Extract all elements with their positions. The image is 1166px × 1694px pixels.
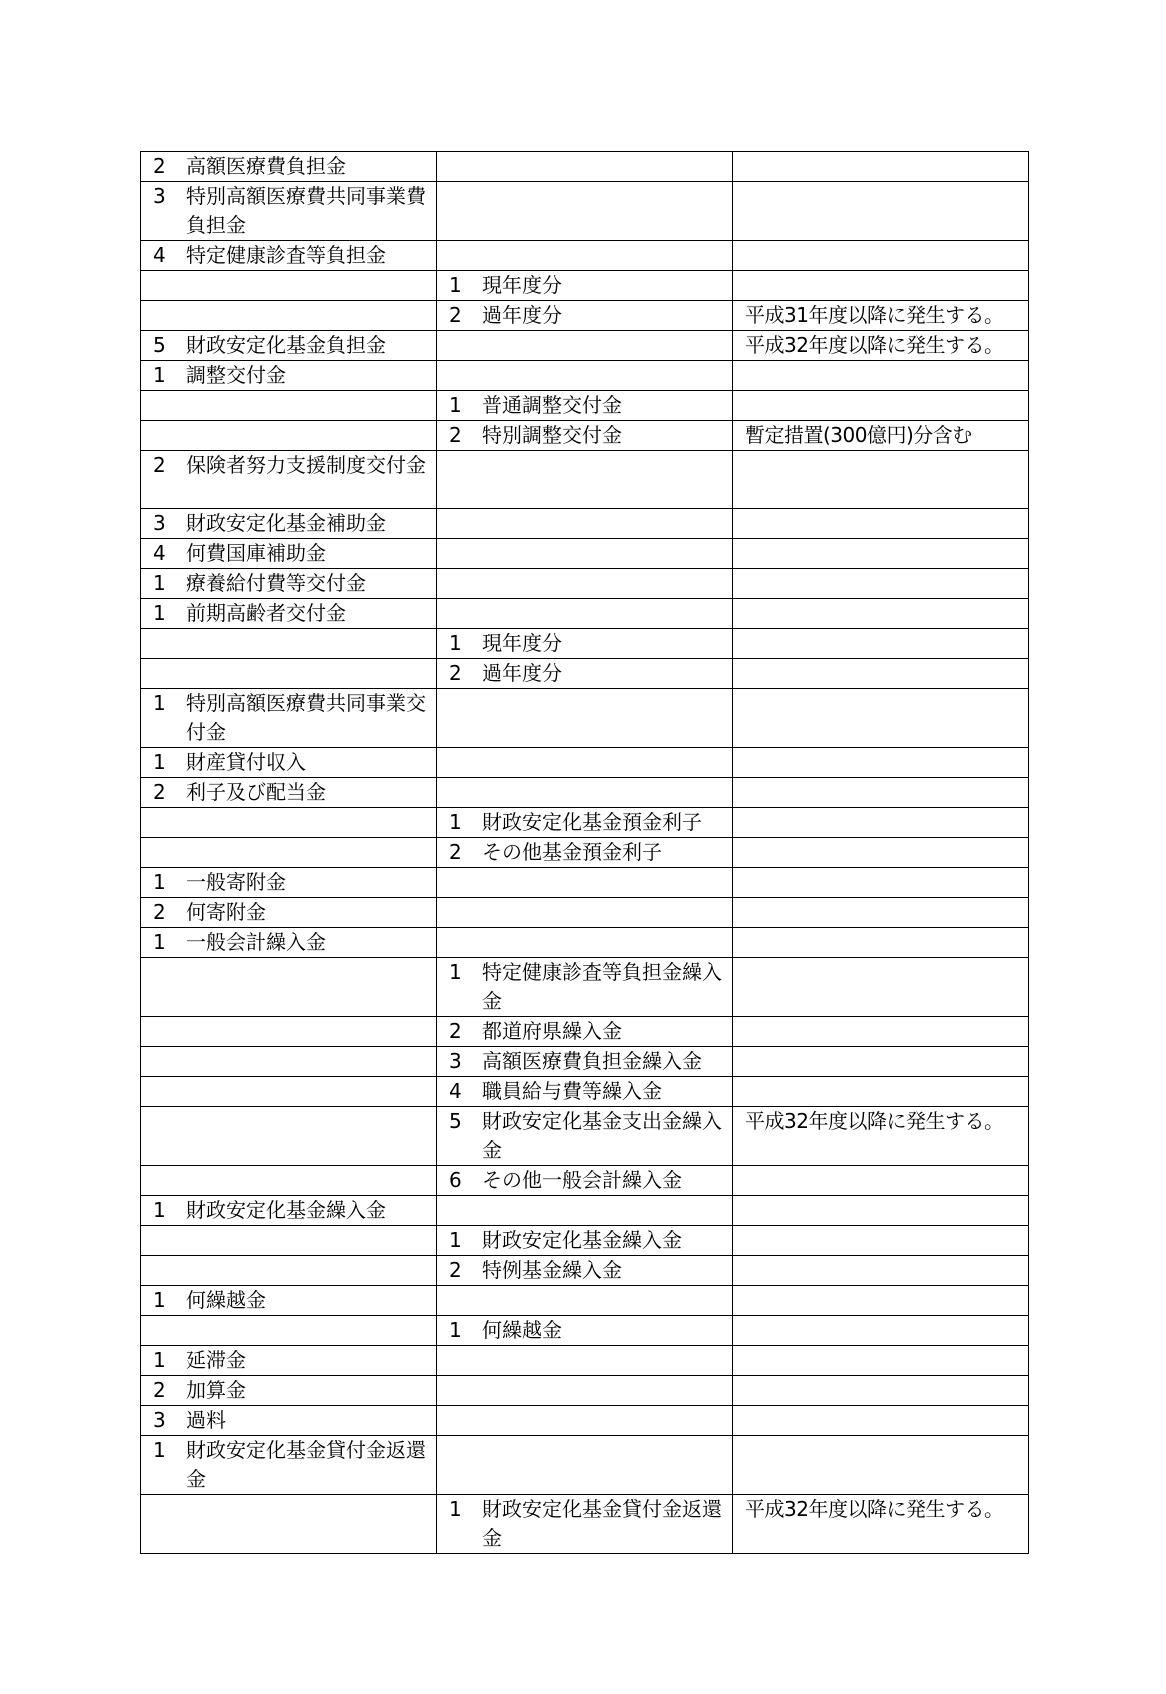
remarks-text: 平成32年度以降に発生する。 — [745, 1109, 1004, 1133]
item-level1-cell — [141, 1107, 437, 1166]
cell-content — [437, 271, 732, 300]
item-level2-cell — [437, 539, 733, 569]
item-number: 2 — [153, 154, 166, 178]
item-number: 2 — [449, 661, 462, 685]
cell-content — [141, 599, 436, 628]
item-level1-cell — [141, 599, 437, 629]
item-level2-cell — [437, 629, 733, 659]
item-number: 2 — [153, 900, 166, 924]
remarks-cell — [733, 898, 1029, 928]
table-row — [141, 1436, 1029, 1495]
cell-content — [437, 1166, 732, 1195]
remarks-cell — [733, 1436, 1029, 1495]
remarks-cell — [733, 928, 1029, 958]
item-level1-cell — [141, 748, 437, 778]
table-row — [141, 1047, 1029, 1077]
item-label: その他基金預金利子 — [482, 840, 662, 864]
item-level2-cell — [437, 1047, 733, 1077]
item-number: 1 — [153, 601, 166, 625]
table-row — [141, 808, 1029, 838]
remarks-cell — [733, 599, 1029, 629]
table-row — [141, 1077, 1029, 1107]
item-label: 財政安定化基金繰入金 — [482, 1228, 682, 1252]
cell-content — [437, 391, 732, 420]
item-label: 一般寄附金 — [186, 870, 286, 894]
item-number: 3 — [449, 1049, 462, 1073]
item-level1-cell — [141, 808, 437, 838]
item-level1-cell — [141, 1047, 437, 1077]
item-level2-cell — [437, 391, 733, 421]
item-level1-cell — [141, 689, 437, 748]
remarks-cell — [733, 1495, 1029, 1554]
item-level1-cell — [141, 271, 437, 301]
cell-content — [437, 1047, 732, 1076]
item-level1-cell — [141, 1316, 437, 1346]
item-level1-cell — [141, 1346, 437, 1376]
item-level1-cell — [141, 1376, 437, 1406]
item-level1-cell — [141, 182, 437, 241]
item-label: 保険者努力支援制度交付金 — [186, 453, 426, 477]
cell-content — [141, 1346, 436, 1375]
remarks-cell — [733, 778, 1029, 808]
table-row — [141, 898, 1029, 928]
item-label: 財産貸付収入 — [186, 750, 306, 774]
item-level2-cell — [437, 778, 733, 808]
item-level2-cell — [437, 838, 733, 868]
item-label: 前期高齢者交付金 — [186, 601, 346, 625]
cell-content — [437, 1107, 732, 1165]
cell-content — [141, 361, 436, 390]
item-level2-cell — [437, 1226, 733, 1256]
item-level2-cell — [437, 241, 733, 271]
item-label: 職員給与費等繰入金 — [482, 1079, 662, 1103]
cell-content — [141, 241, 436, 270]
item-label: 過料 — [186, 1408, 226, 1432]
item-level1-cell — [141, 1406, 437, 1436]
item-level1-cell — [141, 331, 437, 361]
item-level1-cell — [141, 1196, 437, 1226]
item-number: 5 — [153, 333, 166, 357]
remarks-cell — [733, 689, 1029, 748]
item-level1-cell — [141, 1256, 437, 1286]
table-row — [141, 928, 1029, 958]
item-level1-cell — [141, 539, 437, 569]
item-level2-cell — [437, 1077, 733, 1107]
item-level2-cell — [437, 301, 733, 331]
item-number: 2 — [449, 840, 462, 864]
item-number: 2 — [449, 1258, 462, 1282]
item-number: 4 — [153, 243, 166, 267]
item-level1-cell — [141, 569, 437, 599]
item-level2-cell — [437, 271, 733, 301]
cell-content — [141, 778, 436, 807]
table-row — [141, 1196, 1029, 1226]
item-number: 1 — [449, 810, 462, 834]
remarks-text: 平成31年度以降に発生する。 — [745, 303, 1004, 327]
table-row — [141, 451, 1029, 509]
item-level2-cell — [437, 451, 733, 509]
remarks-text: 平成32年度以降に発生する。 — [745, 1497, 1004, 1521]
item-label: 何繰越金 — [482, 1318, 562, 1342]
item-label: 現年度分 — [482, 273, 562, 297]
budget-item-table — [140, 151, 1029, 1554]
item-number: 1 — [449, 631, 462, 655]
remarks-cell — [733, 509, 1029, 539]
table-row — [141, 241, 1029, 271]
cell-content — [141, 1286, 436, 1315]
item-level1-cell — [141, 958, 437, 1017]
item-level1-cell — [141, 301, 437, 331]
item-label: 財政安定化基金補助金 — [186, 511, 386, 535]
cell-content — [437, 1017, 732, 1046]
item-level2-cell — [437, 1346, 733, 1376]
item-label: 都道府県繰入金 — [482, 1019, 622, 1043]
remarks-cell — [733, 1256, 1029, 1286]
table-row — [141, 599, 1029, 629]
cell-content — [437, 958, 732, 1016]
item-number: 1 — [449, 273, 462, 297]
remarks-cell — [733, 569, 1029, 599]
item-number: 3 — [153, 184, 166, 208]
item-level2-cell — [437, 689, 733, 748]
item-label: 普通調整交付金 — [482, 393, 622, 417]
table-row — [141, 421, 1029, 451]
item-label: 財政安定化基金負担金 — [186, 333, 386, 357]
remarks-cell — [733, 1346, 1029, 1376]
remarks-cell — [733, 539, 1029, 569]
item-number: 2 — [449, 303, 462, 327]
table-row — [141, 838, 1029, 868]
item-level1-cell — [141, 152, 437, 182]
table-row — [141, 1107, 1029, 1166]
item-level1-cell — [141, 1017, 437, 1047]
item-level2-cell — [437, 659, 733, 689]
item-level2-cell — [437, 1376, 733, 1406]
item-number: 1 — [153, 750, 166, 774]
cell-content — [437, 1256, 732, 1285]
item-label: 高額医療費負担金 — [186, 154, 346, 178]
table-row — [141, 361, 1029, 391]
cell-content — [141, 451, 436, 480]
item-level2-cell — [437, 182, 733, 241]
item-level2-cell — [437, 928, 733, 958]
item-label: 過年度分 — [482, 661, 562, 685]
item-number: 1 — [153, 363, 166, 387]
item-number: 3 — [153, 511, 166, 535]
remarks-cell — [733, 1286, 1029, 1316]
table-row — [141, 539, 1029, 569]
table-row — [141, 1017, 1029, 1047]
table-row — [141, 1376, 1029, 1406]
table-row — [141, 569, 1029, 599]
cell-content — [141, 868, 436, 897]
item-label: 利子及び配当金 — [186, 780, 326, 804]
item-label: 一般会計繰入金 — [186, 930, 326, 954]
item-number: 6 — [449, 1168, 462, 1192]
item-level2-cell — [437, 1316, 733, 1346]
table-row — [141, 689, 1029, 748]
item-label: 過年度分 — [482, 303, 562, 327]
item-level1-cell — [141, 838, 437, 868]
cell-content — [437, 838, 732, 867]
item-label: 特別調整交付金 — [482, 423, 622, 447]
remarks-cell — [733, 182, 1029, 241]
item-number: 1 — [449, 393, 462, 417]
cell-content — [141, 152, 436, 181]
item-number: 2 — [153, 1378, 166, 1402]
remarks-cell — [733, 1316, 1029, 1346]
item-level2-cell — [437, 509, 733, 539]
remarks-cell — [733, 629, 1029, 659]
cell-content — [141, 898, 436, 927]
table-row — [141, 1256, 1029, 1286]
cell-content — [141, 569, 436, 598]
cell-content — [437, 808, 732, 837]
item-level1-cell — [141, 1226, 437, 1256]
remarks-cell — [733, 1047, 1029, 1077]
item-level2-cell — [437, 421, 733, 451]
item-level2-cell — [437, 748, 733, 778]
item-number: 1 — [153, 1288, 166, 1312]
cell-content — [141, 748, 436, 777]
item-number: 1 — [153, 571, 166, 595]
remarks-text: 平成32年度以降に発生する。 — [745, 333, 1004, 357]
item-number: 1 — [153, 930, 166, 954]
table-row — [141, 778, 1029, 808]
remarks-cell — [733, 391, 1029, 421]
item-level1-cell — [141, 1436, 437, 1495]
remarks-cell — [733, 1166, 1029, 1196]
table-row — [141, 271, 1029, 301]
cell-content — [141, 1406, 436, 1435]
item-level1-cell — [141, 241, 437, 271]
remarks-cell — [733, 808, 1029, 838]
item-label: 財政安定化基金貸付金返還金 — [482, 1497, 722, 1550]
item-level2-cell — [437, 599, 733, 629]
remarks-cell — [733, 1196, 1029, 1226]
item-number: 4 — [153, 541, 166, 565]
cell-content — [437, 421, 732, 450]
item-number: 2 — [449, 423, 462, 447]
remarks-cell — [733, 241, 1029, 271]
remarks-cell — [733, 421, 1029, 451]
table-row — [141, 748, 1029, 778]
item-number: 1 — [153, 1198, 166, 1222]
cell-content — [437, 629, 732, 658]
cell-content — [141, 539, 436, 568]
item-level1-cell — [141, 778, 437, 808]
item-label: 特例基金繰入金 — [482, 1258, 622, 1282]
item-number: 1 — [449, 960, 462, 984]
item-level2-cell — [437, 958, 733, 1017]
table-row — [141, 182, 1029, 241]
item-label: 財政安定化基金支出金繰入金 — [482, 1109, 722, 1162]
item-label: 特別高額医療費共同事業費負担金 — [186, 184, 426, 237]
item-label: 財政安定化基金繰入金 — [186, 1198, 386, 1222]
table-row — [141, 868, 1029, 898]
table-row — [141, 958, 1029, 1017]
item-label: 高額医療費負担金繰入金 — [482, 1049, 702, 1073]
table-row — [141, 1495, 1029, 1554]
item-number: 2 — [153, 453, 166, 477]
table-row — [141, 1166, 1029, 1196]
remarks-cell — [733, 868, 1029, 898]
remarks-cell — [733, 451, 1029, 509]
table-body — [141, 152, 1029, 1554]
item-number: 1 — [449, 1497, 462, 1521]
item-level1-cell — [141, 629, 437, 659]
item-level1-cell — [141, 1166, 437, 1196]
cell-content — [141, 509, 436, 538]
item-level2-cell — [437, 808, 733, 838]
cell-content — [141, 928, 436, 957]
remarks-cell — [733, 1226, 1029, 1256]
item-number: 1 — [153, 870, 166, 894]
cell-content — [141, 689, 436, 747]
item-label: 何費国庫補助金 — [186, 541, 326, 565]
item-level1-cell — [141, 659, 437, 689]
item-number: 2 — [449, 1019, 462, 1043]
cell-content — [437, 1226, 732, 1255]
cell-content — [141, 182, 436, 240]
item-level1-cell — [141, 898, 437, 928]
table-row — [141, 509, 1029, 539]
table-row — [141, 152, 1029, 182]
item-level2-cell — [437, 152, 733, 182]
item-number: 2 — [153, 780, 166, 804]
cell-content — [437, 659, 732, 688]
item-number: 1 — [449, 1228, 462, 1252]
remarks-cell — [733, 152, 1029, 182]
remarks-cell — [733, 748, 1029, 778]
item-level1-cell — [141, 391, 437, 421]
remarks-cell — [733, 1107, 1029, 1166]
remarks-cell — [733, 1406, 1029, 1436]
item-level1-cell — [141, 928, 437, 958]
remarks-cell — [733, 331, 1029, 361]
remarks-cell — [733, 361, 1029, 391]
cell-content — [141, 1196, 436, 1225]
table-row — [141, 391, 1029, 421]
remarks-text: 暫定措置(300億円)分含む — [745, 423, 972, 447]
item-level2-cell — [437, 868, 733, 898]
remarks-cell — [733, 301, 1029, 331]
remarks-cell — [733, 958, 1029, 1017]
item-level1-cell — [141, 361, 437, 391]
item-label: 調整交付金 — [186, 363, 286, 387]
item-level2-cell — [437, 1286, 733, 1316]
item-level2-cell — [437, 1436, 733, 1495]
cell-content — [437, 1495, 732, 1553]
item-label: 療養給付費等交付金 — [186, 571, 366, 595]
item-level2-cell — [437, 331, 733, 361]
table-row — [141, 1316, 1029, 1346]
table-row — [141, 301, 1029, 331]
item-level1-cell — [141, 1286, 437, 1316]
item-number: 3 — [153, 1408, 166, 1432]
cell-content — [141, 1376, 436, 1405]
table-row — [141, 1406, 1029, 1436]
item-label: 何寄附金 — [186, 900, 266, 924]
item-label: 何繰越金 — [186, 1288, 266, 1312]
item-label: 現年度分 — [482, 631, 562, 655]
cell-content — [437, 1077, 732, 1106]
item-level1-cell — [141, 868, 437, 898]
item-level2-cell — [437, 1495, 733, 1554]
item-label: 延滞金 — [186, 1348, 246, 1372]
item-number: 4 — [449, 1079, 462, 1103]
item-level1-cell — [141, 421, 437, 451]
item-level2-cell — [437, 1256, 733, 1286]
item-number: 1 — [449, 1318, 462, 1342]
item-level2-cell — [437, 569, 733, 599]
remarks-cell — [733, 838, 1029, 868]
item-level1-cell — [141, 1495, 437, 1554]
remarks-cell — [733, 271, 1029, 301]
item-level2-cell — [437, 1196, 733, 1226]
table-row — [141, 1286, 1029, 1316]
remarks-cell — [733, 1376, 1029, 1406]
table-row — [141, 331, 1029, 361]
item-number: 5 — [449, 1109, 462, 1133]
table-row — [141, 659, 1029, 689]
item-label: 特別高額医療費共同事業交付金 — [186, 691, 426, 744]
item-number: 1 — [153, 691, 166, 715]
remarks-cell — [733, 659, 1029, 689]
table-row — [141, 629, 1029, 659]
table-row — [141, 1346, 1029, 1376]
table-row — [141, 1226, 1029, 1256]
item-level2-cell — [437, 1017, 733, 1047]
item-level2-cell — [437, 1406, 733, 1436]
cell-content — [141, 1436, 436, 1494]
item-level1-cell — [141, 451, 437, 509]
item-level2-cell — [437, 361, 733, 391]
item-level1-cell — [141, 1077, 437, 1107]
cell-content — [141, 331, 436, 360]
cell-content — [437, 301, 732, 330]
item-level2-cell — [437, 898, 733, 928]
item-label: 加算金 — [186, 1378, 246, 1402]
item-label: その他一般会計繰入金 — [482, 1168, 682, 1192]
item-number: 1 — [153, 1348, 166, 1372]
remarks-cell — [733, 1017, 1029, 1047]
item-level1-cell — [141, 509, 437, 539]
item-label: 財政安定化基金貸付金返還金 — [186, 1438, 426, 1491]
item-label: 特定健康診査等負担金 — [186, 243, 386, 267]
cell-content — [437, 1316, 732, 1345]
item-level2-cell — [437, 1166, 733, 1196]
item-label: 特定健康診査等負担金繰入金 — [482, 960, 722, 1013]
remarks-cell — [733, 1077, 1029, 1107]
item-number: 1 — [153, 1438, 166, 1462]
item-label: 財政安定化基金預金利子 — [482, 810, 702, 834]
item-level2-cell — [437, 1107, 733, 1166]
